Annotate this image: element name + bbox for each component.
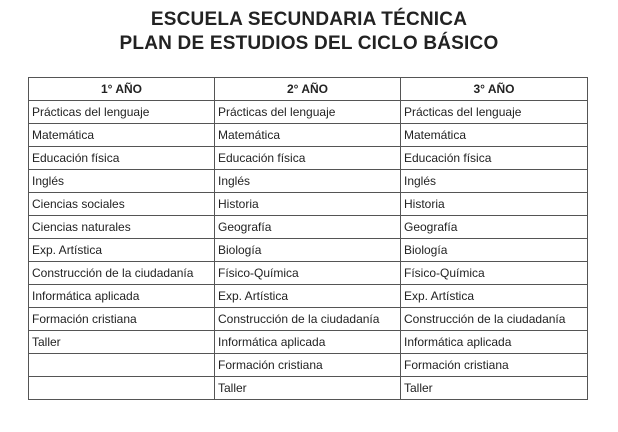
table-row — [29, 216, 588, 239]
curriculum-table — [28, 77, 588, 400]
table-cell: Ciencias naturales — [29, 216, 215, 239]
header-year-1: 1° AÑO — [29, 78, 215, 101]
table-cell: Educación física — [401, 147, 588, 170]
table-row — [29, 147, 588, 170]
table-cell: Construcción de la ciudadanía — [401, 308, 588, 331]
table-cell: Informática aplicada — [401, 331, 588, 354]
table-row — [29, 101, 588, 124]
table-cell — [29, 377, 215, 400]
title-line-2: PLAN DE ESTUDIOS DEL CICLO BÁSICO — [119, 33, 499, 54]
table-cell: Inglés — [215, 170, 401, 193]
table-row — [29, 193, 588, 216]
table-cell: Formación cristiana — [29, 308, 215, 331]
table-cell: Exp. Artística — [215, 285, 401, 308]
table-cell: Taller — [29, 331, 215, 354]
header-year-3: 3° AÑO — [401, 78, 588, 101]
table-cell: Exp. Artística — [401, 285, 588, 308]
table-cell: Geografía — [401, 216, 588, 239]
table-cell: Taller — [215, 377, 401, 400]
table-row — [29, 377, 588, 400]
title-line-1: ESCUELA SECUNDARIA TÉCNICA — [150, 9, 468, 30]
table-row — [29, 285, 588, 308]
table-row — [29, 354, 588, 377]
table-cell: Historia — [215, 193, 401, 216]
table-cell: Matemática — [29, 124, 215, 147]
table-cell: Formación cristiana — [215, 354, 401, 377]
table-cell: Construcción de la ciudadanía — [215, 308, 401, 331]
table-row — [29, 170, 588, 193]
table-cell: Biología — [401, 239, 588, 262]
table-cell: Prácticas del lenguaje — [215, 101, 401, 124]
table-row — [29, 308, 588, 331]
table-cell: Inglés — [29, 170, 215, 193]
table-cell — [29, 354, 215, 377]
table-cell: Físico-Química — [215, 262, 401, 285]
table-row — [29, 124, 588, 147]
header-row — [29, 78, 588, 101]
table-row — [29, 262, 588, 285]
table-cell: Exp. Artística — [29, 239, 215, 262]
table-cell: Inglés — [401, 170, 588, 193]
table-cell: Biología — [215, 239, 401, 262]
header-year-2: 2° AÑO — [215, 78, 401, 101]
table-cell: Educación física — [215, 147, 401, 170]
table-cell: Físico-Química — [401, 262, 588, 285]
table-cell: Formación cristiana — [401, 354, 588, 377]
table-cell: Matemática — [215, 124, 401, 147]
table-cell: Informática aplicada — [29, 285, 215, 308]
table-cell: Taller — [401, 377, 588, 400]
table-cell: Ciencias sociales — [29, 193, 215, 216]
table-cell: Matemática — [401, 124, 588, 147]
table-cell: Informática aplicada — [215, 331, 401, 354]
table-cell: Construcción de la ciudadanía — [29, 262, 215, 285]
table-cell: Historia — [401, 193, 588, 216]
table-cell: Prácticas del lenguaje — [29, 101, 215, 124]
page-title — [0, 8, 618, 56]
table-row — [29, 239, 588, 262]
table-cell: Educación física — [29, 147, 215, 170]
table-row — [29, 331, 588, 354]
table-cell: Geografía — [215, 216, 401, 239]
table-cell: Prácticas del lenguaje — [401, 101, 588, 124]
